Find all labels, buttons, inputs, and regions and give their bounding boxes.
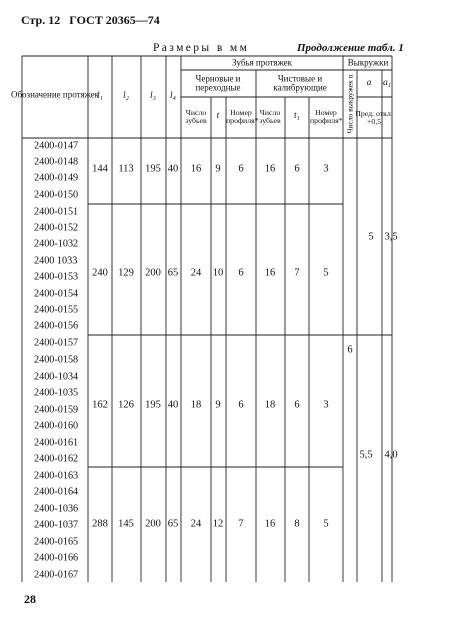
- designation-cell: 2400-0166: [34, 552, 79, 564]
- recess-a-value: 5,5: [359, 449, 373, 461]
- designation-cell: 2400-1032: [34, 238, 79, 250]
- designation-cell: 2400-0165: [34, 536, 79, 548]
- header-teeth-group: Зубья протяжек: [231, 57, 293, 68]
- header-step-t: t: [216, 111, 220, 122]
- l1-value: 144: [92, 163, 108, 175]
- header-a1: a₁: [382, 78, 392, 89]
- header-tolerance: Пред. откл. +0,5: [355, 108, 393, 126]
- teeth-count-value: 18: [190, 399, 202, 411]
- header-l2: l₂: [123, 91, 129, 102]
- profile-no-value: 6: [238, 267, 244, 279]
- l1-value: 162: [92, 399, 108, 411]
- designation-cell: 2400-1035: [34, 387, 79, 399]
- designation-cell: 2400-0155: [34, 304, 79, 316]
- page-label: Стр. 12: [21, 13, 61, 27]
- header-designation: Обозначение протяжек: [10, 89, 100, 100]
- l4-value: 40: [167, 399, 179, 411]
- l3-value: 195: [145, 163, 161, 175]
- designation-cell: 2400-0157: [34, 337, 79, 349]
- step-t1-value: 6: [294, 399, 300, 411]
- designation-cell: 2400-0158: [34, 354, 79, 366]
- header-l3: l₃: [150, 91, 156, 102]
- designation-cell: 2400-0149: [34, 172, 79, 184]
- continuation-note: Продолжение табл. 1: [297, 42, 404, 54]
- profile-no-finish-value: 3: [323, 163, 329, 175]
- header-a: a: [366, 78, 372, 89]
- header-profile-no: Номер профиля*: [226, 107, 259, 125]
- step-t-value: 12: [212, 518, 224, 530]
- header-recess-group: Выкружки: [347, 57, 389, 68]
- step-t-value: 10: [212, 267, 224, 279]
- l2-value: 126: [118, 399, 134, 411]
- designation-cell: 2400-1037: [34, 519, 79, 531]
- designation-cell: 2400-0156: [34, 320, 79, 332]
- designation-cell: 2400 1033: [34, 255, 78, 267]
- profile-no-value: 6: [238, 163, 244, 175]
- units-note: Размеры в мм: [153, 42, 250, 54]
- header-finish-group: Чистовые и калибрующие: [273, 73, 327, 93]
- l1-value: 288: [92, 518, 108, 530]
- designation-cell: 2400-0161: [34, 437, 79, 449]
- header-teeth-count: Число зубьев: [185, 107, 207, 125]
- l4-value: 65: [167, 518, 179, 530]
- header-l1: l₁: [97, 91, 103, 102]
- designation-cell: 2400-0152: [34, 222, 79, 234]
- profile-no-value: 6: [238, 399, 244, 411]
- designation-cell: 2400-0148: [34, 156, 79, 168]
- header-step-t1: t₁: [294, 111, 300, 122]
- step-t1-value: 7: [294, 267, 300, 279]
- teeth-count-finish-value: 16: [264, 518, 276, 530]
- designation-cell: 2400-0147: [34, 140, 79, 152]
- recess-a1-value: 4,0: [384, 449, 398, 461]
- l1-value: 240: [92, 267, 108, 279]
- l3-value: 200: [145, 267, 161, 279]
- designation-cell: 2400-0160: [34, 420, 79, 432]
- teeth-count-finish-value: 16: [264, 163, 276, 175]
- step-t-value: 9: [215, 399, 221, 411]
- designation-cell: 2400-0153: [34, 271, 79, 283]
- teeth-count-value: 24: [190, 267, 202, 279]
- l2-value: 113: [118, 163, 134, 175]
- teeth-count-finish-value: 16: [264, 267, 276, 279]
- l2-value: 145: [118, 518, 134, 530]
- step-t1-value: 6: [294, 163, 300, 175]
- recess-count-value: 6: [347, 344, 353, 356]
- header-recess-count: Число выкружек n: [345, 74, 355, 134]
- teeth-count-value: 24: [190, 518, 202, 530]
- profile-no-finish-value: 5: [323, 267, 329, 279]
- l4-value: 65: [167, 267, 179, 279]
- recess-a-value: 5: [368, 231, 374, 243]
- designation-cell: 2400-0164: [34, 486, 79, 498]
- designation-cell: 2400-1034: [34, 371, 79, 383]
- step-t1-value: 8: [294, 518, 300, 530]
- l3-value: 200: [145, 518, 161, 530]
- header-teeth-count-finish: Число зубьев: [259, 107, 281, 125]
- l2-value: 129: [118, 267, 134, 279]
- designation-cell: 2400-0162: [34, 453, 79, 465]
- designation-cell: 2400-0159: [34, 404, 79, 416]
- l3-value: 195: [145, 399, 161, 411]
- teeth-count-value: 16: [190, 163, 202, 175]
- designation-cell: 2400-0154: [34, 288, 79, 300]
- profile-no-finish-value: 5: [323, 518, 329, 530]
- header-profile-no-finish: Номер профиля*: [310, 107, 343, 125]
- step-t-value: 9: [215, 163, 221, 175]
- header-l4: l₄: [170, 91, 176, 102]
- recess-a1-value: 3,5: [384, 231, 398, 243]
- designation-cell: 2400-1036: [34, 503, 79, 515]
- page-number: 28: [24, 592, 36, 606]
- l4-value: 40: [167, 163, 179, 175]
- profile-no-value: 7: [238, 518, 244, 530]
- header-rough-group: Черновые и переходные: [195, 73, 241, 93]
- standard-number: ГОСТ 20365—74: [69, 13, 160, 27]
- designation-cell: 2400-0151: [34, 206, 79, 218]
- designation-cell: 2400-0163: [34, 470, 79, 482]
- teeth-count-finish-value: 18: [264, 399, 276, 411]
- profile-no-finish-value: 3: [323, 399, 329, 411]
- designation-cell: 2400-0167: [34, 569, 79, 581]
- designation-cell: 2400-0150: [34, 189, 79, 201]
